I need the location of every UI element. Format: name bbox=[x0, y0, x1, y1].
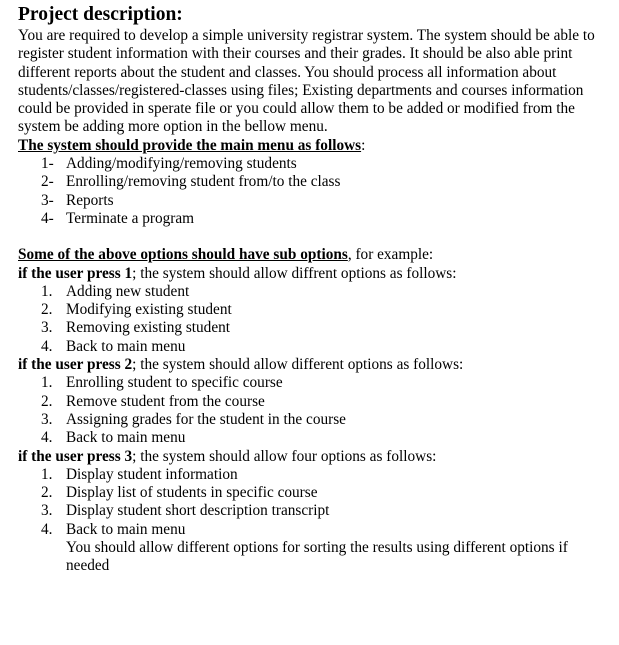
list-number: 3. bbox=[41, 319, 53, 337]
list-item-label: Adding new student bbox=[66, 282, 190, 300]
option-1-item bbox=[41, 283, 601, 301]
list-number: 3. bbox=[41, 410, 53, 428]
main-menu-item bbox=[41, 192, 601, 210]
option-1-list bbox=[18, 283, 601, 356]
option-1-item bbox=[41, 338, 601, 356]
list-number: 4. bbox=[41, 337, 53, 355]
list-number: 4. bbox=[41, 520, 53, 538]
list-number: 1. bbox=[41, 282, 53, 300]
list-item-label: Enrolling/removing student from/to the class bbox=[66, 173, 341, 191]
option-2-item bbox=[41, 429, 601, 447]
spacer bbox=[18, 228, 601, 246]
list-number: 1- bbox=[41, 155, 54, 173]
sub-options-intro bbox=[18, 246, 601, 264]
page-title: Project description: bbox=[18, 4, 183, 25]
option-2-item bbox=[41, 393, 601, 411]
list-number: 2- bbox=[41, 173, 54, 191]
list-item-label: Display student short description transcript bbox=[66, 502, 330, 520]
list-item-label: Assigning grades for the student in the course bbox=[66, 410, 346, 428]
list-item-label: Modifying existing student bbox=[66, 301, 232, 319]
main-menu-item bbox=[41, 210, 601, 228]
option-2-condition: if the user press 2 bbox=[18, 356, 133, 374]
option-3-item bbox=[41, 466, 601, 484]
intro-paragraph: You are required to develop a simple university registrar system. The system should be able to register student information with their courses and their grades. It should be also able print different reports about the student and classes. You should process all information about students/classes/registered-classes using files; Existing departments and courses information could be provided in sperate file or you could allow them to be added or modified from the system be adding more option in the bellow menu. bbox=[18, 27, 595, 136]
option-1-item bbox=[41, 319, 601, 337]
list-item-label: Removing existing student bbox=[66, 319, 231, 337]
list-item-label: Back to main menu bbox=[66, 520, 186, 538]
list-number: 1. bbox=[41, 374, 53, 392]
option-3-description: ; the system should allow four options as follows: bbox=[132, 447, 437, 465]
option-3-item bbox=[41, 521, 601, 539]
option-3-item bbox=[41, 502, 601, 520]
list-item-label: Reports bbox=[66, 191, 114, 209]
sub-options-intro-underlined: Some of the above options should have sub options bbox=[18, 246, 348, 264]
main-menu-heading-text: The system should provide the main menu as follows bbox=[18, 136, 362, 154]
option-3-list bbox=[18, 466, 601, 539]
option-3-item bbox=[41, 484, 601, 502]
list-number: 3- bbox=[41, 191, 54, 209]
list-item-label: Remove student from the course bbox=[66, 392, 265, 410]
list-item-label: Adding/modifying/removing students bbox=[66, 155, 297, 173]
main-menu-list bbox=[18, 155, 601, 228]
list-number: 2. bbox=[41, 301, 53, 319]
option-1-item bbox=[41, 301, 601, 319]
list-number: 1. bbox=[41, 465, 53, 483]
main-menu-heading-suffix: : bbox=[361, 136, 366, 154]
main-menu-heading bbox=[18, 137, 601, 155]
list-number: 4- bbox=[41, 209, 54, 227]
option-2-item bbox=[41, 411, 601, 429]
main-menu-item bbox=[41, 173, 601, 191]
main-menu-item bbox=[41, 155, 601, 173]
option-2-heading bbox=[18, 356, 601, 374]
option-2-item bbox=[41, 374, 601, 392]
list-item-label: Terminate a program bbox=[66, 209, 195, 227]
option-2-list bbox=[18, 374, 601, 447]
list-item-label: Display student information bbox=[66, 465, 238, 483]
list-item-label: Display list of students in specific course bbox=[66, 484, 318, 502]
list-number: 2. bbox=[41, 484, 53, 502]
list-number: 3. bbox=[41, 502, 53, 520]
option-3-condition: if the user press 3 bbox=[18, 447, 133, 465]
option-3-heading bbox=[18, 448, 601, 466]
list-item-label: Enrolling student to specific course bbox=[66, 374, 283, 392]
list-item-label: Back to main menu bbox=[66, 337, 186, 355]
list-number: 4. bbox=[41, 429, 53, 447]
sorting-note: You should allow different options for sorting the results using different options if needed bbox=[66, 539, 568, 575]
option-1-heading bbox=[18, 265, 601, 283]
list-number: 2. bbox=[41, 392, 53, 410]
option-1-description: ; the system should allow diffrent options as follows: bbox=[132, 264, 457, 282]
option-2-description: ; the system should allow different options as follows: bbox=[132, 356, 464, 374]
sub-options-intro-rest: , for example: bbox=[347, 246, 434, 264]
list-item-label: Back to main menu bbox=[66, 429, 186, 447]
option-1-condition: if the user press 1 bbox=[18, 264, 133, 282]
